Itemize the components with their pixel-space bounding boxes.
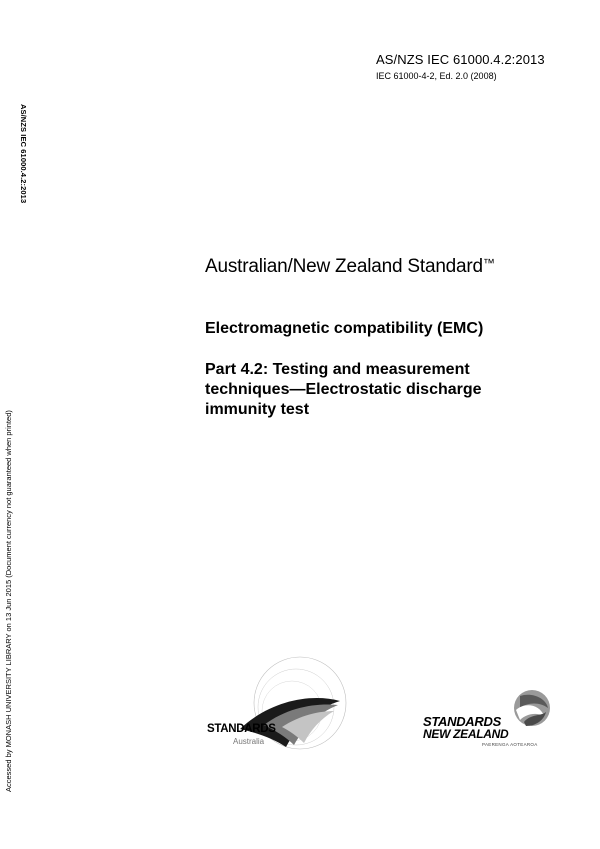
standards-australia-word: STANDARDS <box>207 723 276 735</box>
standard-type-title <box>205 256 495 278</box>
standard-type-text: Australian/New Zealand Standard <box>205 256 483 277</box>
part-title-line: Part 4.2: Testing and measurement <box>205 361 470 378</box>
access-note: Accessed by MONASH UNIVERSITY LIBRARY on 13 Jun 2015 (Document currency not guaranteed when printed) <box>4 410 13 792</box>
iec-reference: IEC 61000-4-2, Ed. 2.0 (2008) <box>376 71 497 81</box>
part-title-line: techniques—Electrostatic discharge <box>205 381 482 398</box>
spine-text: AS/NZS IEC 61000.4.2:2013 <box>19 104 28 204</box>
part-title-line: immunity test <box>205 401 310 418</box>
standards-australia-sub: Australia <box>233 737 265 746</box>
standards-nz-logo <box>420 688 560 758</box>
part-title <box>205 360 565 420</box>
standards-nz-word: STANDARDS <box>423 714 501 729</box>
standard-number: AS/NZS IEC 61000.4.2:2013 <box>376 52 545 67</box>
access-watermark <box>4 380 18 792</box>
subject-title: Electromagnetic compatibility (EMC) <box>205 320 484 337</box>
trademark-symbol: ™ <box>482 256 495 270</box>
standards-australia-swirl-icon <box>200 655 350 765</box>
standards-nz-country: NEW ZEALAND <box>423 727 509 741</box>
spine-label <box>16 104 30 244</box>
standards-nz-maori: PAERENGA AOTEAROA <box>482 742 538 747</box>
standards-australia-logo <box>200 655 350 765</box>
